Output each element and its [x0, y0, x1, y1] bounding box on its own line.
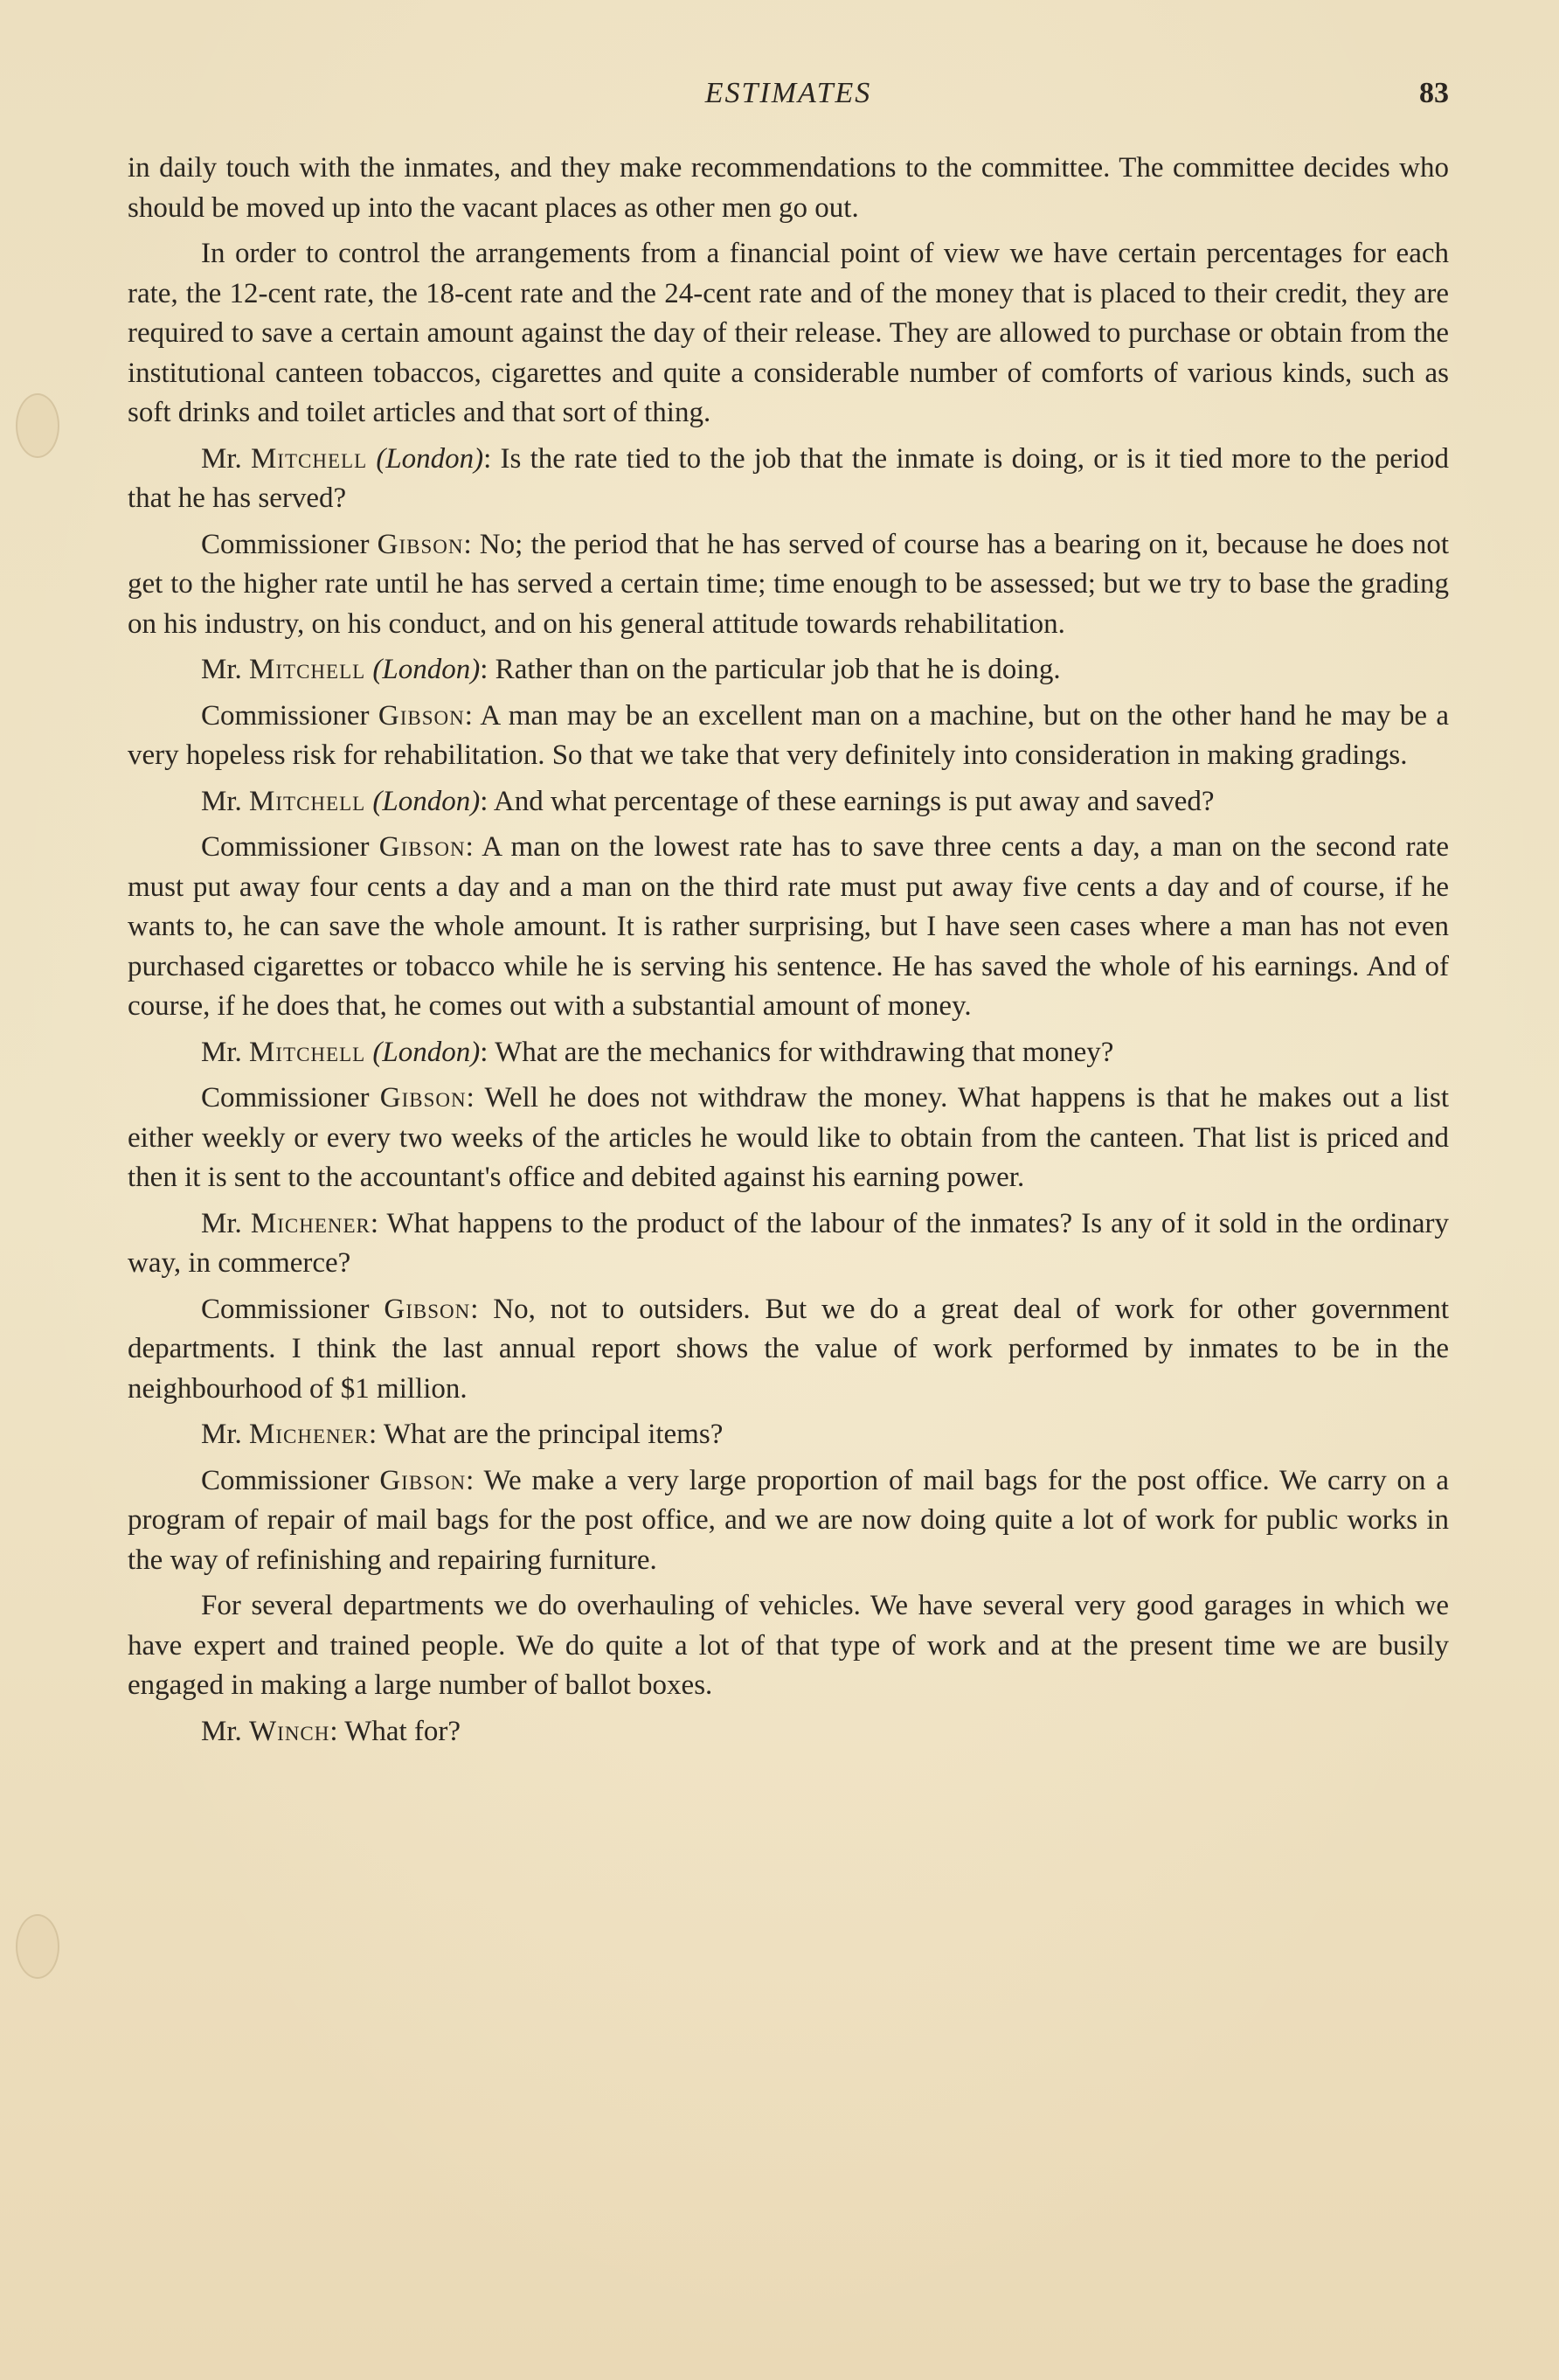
speaker-name: Gibson	[379, 1464, 467, 1496]
speaker-name: Mitchell	[249, 1036, 366, 1068]
speech-text: : Is the rate tied to the job that the inmate is doing, or is it tied more to the period that he has served?	[128, 442, 1449, 514]
speaker-title: Mr.	[201, 654, 242, 685]
speaker-title: Commissioner	[201, 528, 370, 560]
speaker-title: Mr.	[201, 1207, 242, 1239]
speaker-name: Winch	[249, 1715, 330, 1747]
speech-paragraph	[128, 1290, 1449, 1410]
running-title: ESTIMATES	[704, 77, 872, 109]
speaker-name: Gibson	[377, 528, 464, 560]
speech-paragraph	[128, 782, 1449, 822]
body-text	[128, 149, 1449, 1758]
punch-hole	[16, 393, 59, 458]
speech-text: : A man on the lowest rate has to save three cents a day, a man on the second rate must put away four cents a day and a man on the third rate must put away five cents a day and of course, if he wants to, he can save the whole amount. It is rather surprising, but I have seen cases where a man has not even purchased cigarettes or tobacco while he is serving his sentence. He has saved the whole of his earnings. And of course, if he does that, he comes out with a substantial amount of money.	[128, 831, 1449, 1022]
speech-text: : Rather than on the particular job that he is doing.	[480, 654, 1061, 685]
speaker-riding: (London)	[372, 785, 481, 817]
speaker-title: Mr.	[201, 1715, 242, 1747]
speech-text: : What for?	[329, 1715, 461, 1747]
speech-paragraph	[128, 828, 1449, 1027]
speaker-riding: (London)	[372, 654, 481, 685]
speaker-title: Commissioner	[201, 1082, 370, 1114]
speech-paragraph	[128, 1204, 1449, 1284]
speaker-name: Gibson	[379, 1082, 467, 1114]
speech-paragraph	[128, 650, 1449, 690]
speaker-name: Michener	[249, 1419, 370, 1450]
speech-text: : What happens to the product of the labour of the inmates? Is any of it sold in the ordinary way, in commerce?	[128, 1207, 1450, 1279]
speech-paragraph	[128, 440, 1449, 519]
speaker-name: Mitchell	[249, 785, 366, 817]
speech-text: : What are the mechanics for withdrawing that money?	[480, 1036, 1114, 1068]
speech-text: : We make a very large proportion of mail bags for the post office. We carry on a program of repair of mail bags for the post office, and we are now doing quite a lot of work for public works in the way of refinishing and repairing furniture.	[128, 1464, 1449, 1576]
speaker-title: Commissioner	[201, 1464, 370, 1496]
speech-text: : What are the principal items?	[369, 1419, 724, 1450]
speech-text: : And what percentage of these earnings is put away and saved?	[480, 785, 1215, 817]
speaker-title: Mr.	[201, 442, 242, 475]
speaker-name: Mitchell	[249, 654, 366, 685]
speaker-riding: (London)	[376, 442, 484, 475]
speech-text: : A man may be an excellent man on a machine, but on the other hand he may be a very hopeless risk for rehabilitation. So that we take that very definitely into consideration in making gradings.	[128, 699, 1450, 771]
speaker-name: Gibson	[384, 1293, 471, 1325]
paragraph-text: For several departments we do overhauling of vehicles. We have several very good garages in which we have expert and trained people. We do quite a lot of that type of work and at the present time we are busily engaged in making a large number of ballot boxes.	[128, 1590, 1449, 1701]
speaker-riding: (London)	[372, 1036, 481, 1068]
speaker-name: Michener	[250, 1207, 371, 1239]
speaker-title: Mr.	[201, 1419, 242, 1450]
speech-text: : No; the period that he has served of course has a bearing on it, because he does not get to the higher rate until he has served a certain time; time enough to be assessed; but we try to base the grading on his industry, on his conduct, and on his general attitude towards rehabilitation.	[128, 528, 1450, 640]
paragraph-text: In order to control the arrangements from a financial point of view we have certain percentages for each rate, the 12-cent rate, the 18-cent rate and the 24-cent rate and of the money that is placed to their credit, they are required to save a certain amount against the day of their release. They are allowed to purchase or obtain from the institutional canteen tobaccos, cigarettes and quite a considerable number of comforts of various kinds, such as soft drinks and toilet articles and that sort of thing.	[128, 238, 1449, 428]
speech-text: : Well he does not withdraw the money. What happens is that he makes out a list either weekly or every two weeks of the articles he would like to obtain from the canteen. That list is priced and then it is sent to the accountant's office and debited against his earning power.	[128, 1082, 1449, 1193]
speech-paragraph	[128, 1033, 1449, 1073]
speaker-name: Gibson	[378, 699, 465, 732]
running-header	[128, 77, 1449, 121]
paragraph	[128, 234, 1449, 434]
speaker-title: Commissioner	[201, 699, 370, 732]
speech-paragraph	[128, 1461, 1449, 1581]
speaker-name: Mitchell	[250, 442, 368, 475]
speaker-title: Commissioner	[201, 831, 370, 863]
speech-paragraph	[128, 697, 1449, 776]
speech-paragraph	[128, 1079, 1449, 1198]
paragraph-text: in daily touch with the inmates, and they make recommendations to the committee. The committee decides who should be moved up into the vacant places as other men go out.	[128, 152, 1449, 224]
speech-paragraph	[128, 1712, 1449, 1752]
paragraph-continuation	[128, 149, 1449, 228]
paragraph	[128, 1586, 1449, 1706]
speaker-name: Gibson	[378, 831, 466, 863]
speaker-title: Mr.	[201, 785, 242, 817]
speech-paragraph	[128, 1415, 1449, 1455]
speaker-title: Commissioner	[201, 1293, 370, 1325]
speaker-title: Mr.	[201, 1036, 242, 1068]
page-number: 83	[1419, 77, 1449, 109]
speech-paragraph	[128, 525, 1449, 645]
punch-hole	[16, 1914, 59, 1979]
speech-text: : No, not to outsiders. But we do a great deal of work for other government departments. I think the last annual report shows the value of work performed by inmates to be in the neighbourhood of $1 million.	[128, 1293, 1449, 1405]
